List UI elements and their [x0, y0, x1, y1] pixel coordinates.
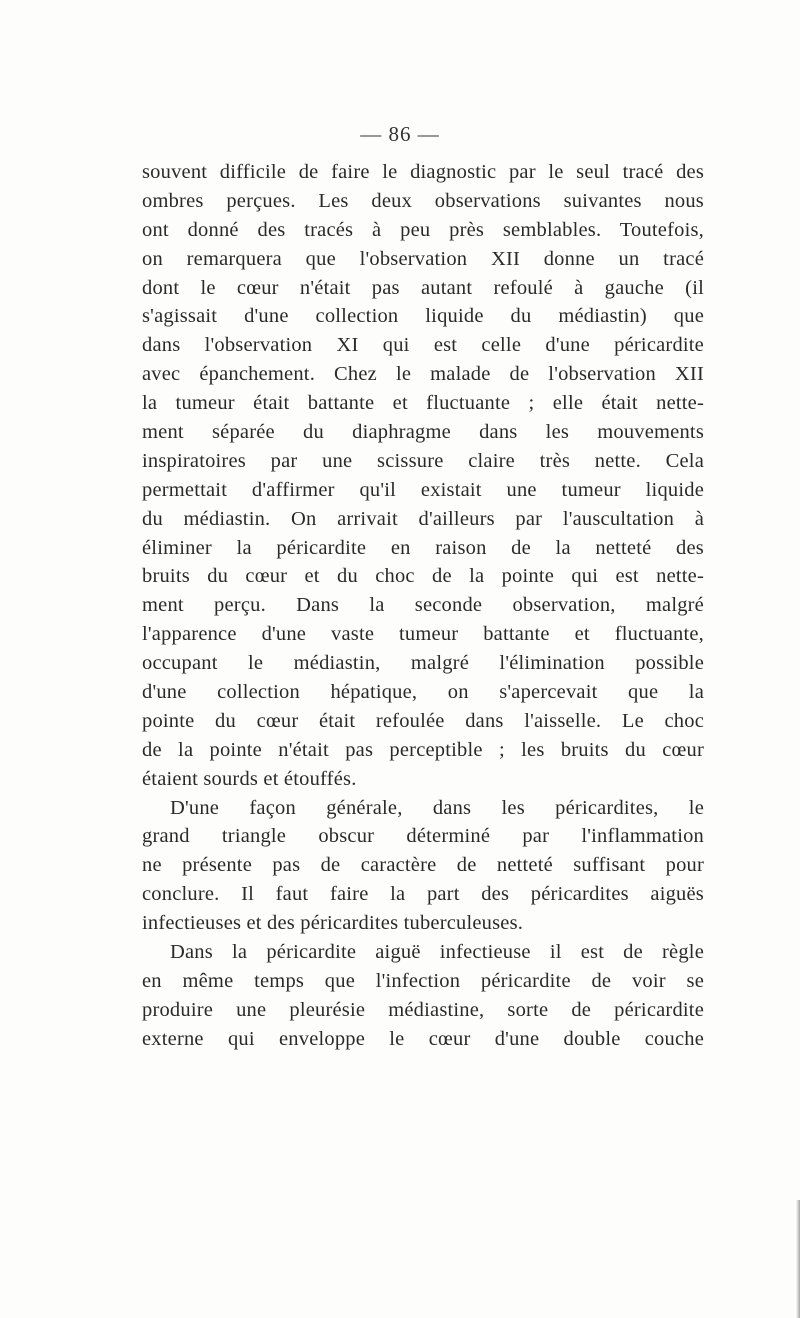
- text-line: dont le cœur n'était pas autant refoulé à gauche (il: [142, 276, 704, 299]
- page-edge-shadow: [796, 1200, 800, 1318]
- text-line: éliminer la péricardite en raison de la netteté des: [142, 536, 704, 559]
- page-number: — 86 —: [360, 122, 440, 146]
- text-line: inspiratoires par une scissure claire très nette. Cela: [142, 449, 704, 472]
- text-line: l'apparence d'une vaste tumeur battante et fluctuante,: [142, 623, 704, 646]
- text-line: externe qui enveloppe le cœur d'une double couche: [142, 1027, 704, 1050]
- text-line: s'agissait d'une collection liquide du médiastin) que: [142, 305, 704, 328]
- text-line: occupant le médiastin, malgré l'élimination possible: [142, 652, 704, 675]
- text-line: ne présente pas de caractère de netteté suffisant pour: [142, 854, 704, 877]
- text-line: ont donné des tracés à peu près semblables. Toutefois,: [142, 218, 704, 241]
- text-line: ment perçu. Dans la seconde observation, malgré: [142, 594, 704, 617]
- body-text: [142, 158, 704, 1054]
- text-line: ment séparée du diaphragme dans les mouvements: [142, 421, 704, 444]
- text-line: permettait d'affirmer qu'il existait une tumeur liquide: [142, 478, 704, 501]
- paragraph-end-line: étaient sourds et étouffés.: [142, 767, 357, 790]
- text-line: la tumeur était battante et fluctuante ; elle était nette-: [142, 392, 704, 415]
- text-line: produire une pleurésie médiastine, sorte de péricardite: [142, 998, 704, 1021]
- text-line: avec épanchement. Chez le malade de l'observation XII: [142, 363, 704, 386]
- text-line: d'une collection hépatique, on s'apercevait que la: [142, 681, 704, 704]
- text-line: grand triangle obscur déterminé par l'inflammation: [142, 825, 704, 848]
- text-line: conclure. Il faut faire la part des péricardites aiguës: [142, 883, 704, 906]
- text-line: dans l'observation XI qui est celle d'une péricardite: [142, 334, 704, 357]
- text-line: souvent difficile de faire le diagnostic par le seul tracé des: [142, 161, 704, 183]
- text-line: pointe du cœur était refoulée dans l'aisselle. Le choc: [142, 709, 704, 732]
- text-line: du médiastin. On arrivait d'ailleurs par l'auscultation à: [142, 507, 704, 530]
- text-line: bruits du cœur et du choc de la pointe qui est nette-: [142, 565, 704, 588]
- text-line: de la pointe n'était pas perceptible ; les bruits du cœur: [142, 738, 704, 761]
- text-line: ombres perçues. Les deux observations suivantes nous: [142, 189, 704, 212]
- text-line: on remarquera que l'observation XII donne un tracé: [142, 247, 704, 270]
- paragraph-start-line: Dans la péricardite aiguë infectieuse il est de règle: [170, 941, 704, 964]
- paragraph-end-line: infectieuses et des péricardites tuberculeuses.: [142, 912, 524, 935]
- paragraph-start-line: D'une façon générale, dans les péricardites, le: [170, 796, 704, 819]
- text-line: en même temps que l'infection péricardite de voir se: [142, 969, 704, 992]
